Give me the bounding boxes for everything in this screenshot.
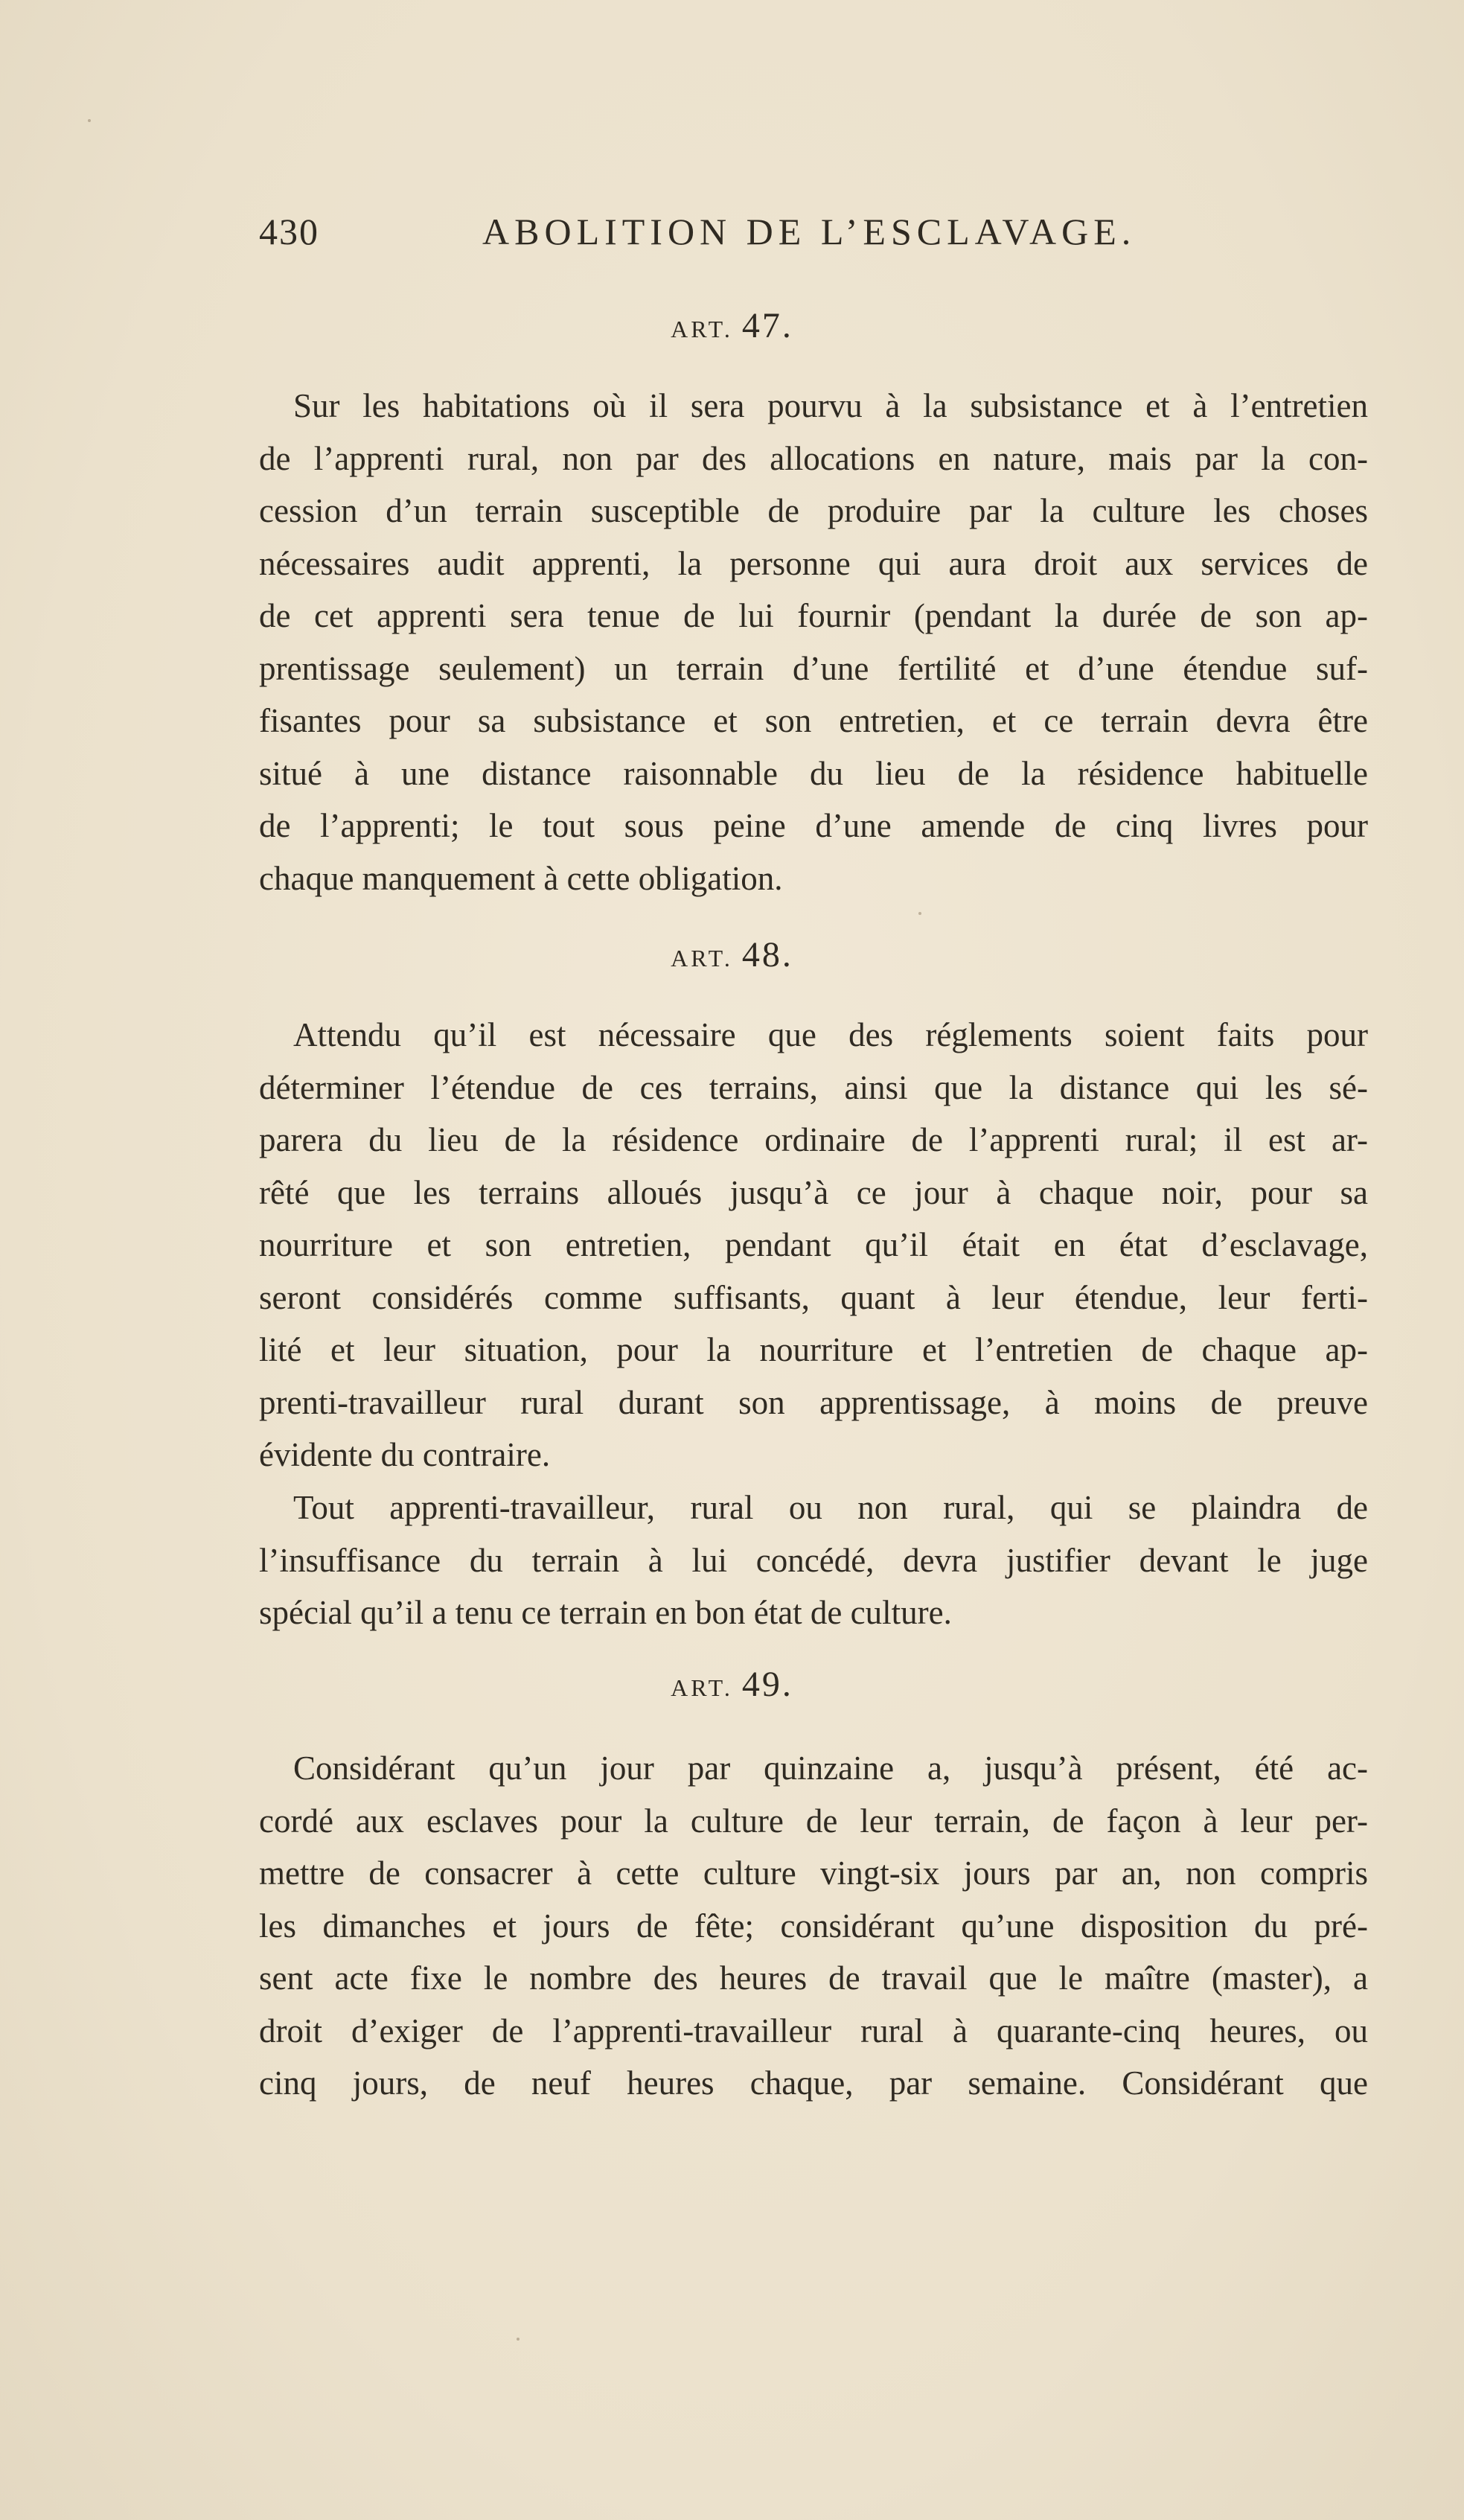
text-line: lité et leur situation, pour la nourriture et l’entretien de chaque ap- xyxy=(259,1331,1368,1368)
text-line: seront considérés comme suffisants, quant à leur étendue, leur ferti- xyxy=(259,1278,1368,1316)
article-number: 48. xyxy=(741,935,793,974)
text-line: prentissage seulement) un terrain d’une fertilité et d’une étendue suf- xyxy=(259,649,1368,687)
paper-speck xyxy=(918,912,921,915)
page-number: 430 xyxy=(259,211,319,252)
article-48-paragraph-1 xyxy=(259,1009,1368,1481)
text-line: l’insuffisance du terrain à lui concédé, devra justifier devant le juge xyxy=(259,1541,1368,1579)
article-number: 49. xyxy=(741,1665,793,1704)
text-line: sent acte fixe le nombre des heures de travail que le maître (master), a xyxy=(259,1959,1368,1997)
text-line: de l’apprenti; le tout sous peine d’une amende de cinq livres pour xyxy=(259,807,1368,844)
article-label: ART. xyxy=(671,316,733,342)
text-line: chaque manquement à cette obligation. xyxy=(259,859,783,897)
text-line: parera du lieu de la résidence ordinaire de l’apprenti rural; il est ar- xyxy=(259,1121,1368,1158)
text-line: Sur les habitations où il sera pourvu à la subsistance et à l’entretien xyxy=(293,387,1368,424)
text-line: cession d’un terrain susceptible de produire par la culture les choses xyxy=(259,492,1368,529)
article-48-heading xyxy=(0,934,1464,979)
text-line: spécial qu’il a tenu ce terrain en bon état de culture. xyxy=(259,1594,952,1631)
article-number: 47. xyxy=(741,306,793,345)
text-line: cinq jours, de neuf heures chaque, par semaine. Considérant que xyxy=(259,2064,1368,2102)
text-line: mettre de consacrer à cette culture vingt-six jours par an, non compris xyxy=(259,1854,1368,1892)
article-47-paragraph-1 xyxy=(259,380,1368,905)
article-47-heading xyxy=(0,305,1464,350)
article-label: ART. xyxy=(671,1674,733,1701)
text-line: évidente du contraire. xyxy=(259,1436,551,1473)
paper-speck xyxy=(517,2338,520,2341)
text-line: Attendu qu’il est nécessaire que des réglements soient faits pour xyxy=(293,1016,1368,1053)
text-line: Tout apprenti-travailleur, rural ou non rural, qui se plaindra de xyxy=(293,1489,1368,1526)
text-line: droit d’exiger de l’apprenti-travailleur rural à quarante-cinq heures, ou xyxy=(259,2012,1368,2050)
text-line: fisantes pour sa subsistance et son entretien, et ce terrain devra être xyxy=(259,702,1368,739)
text-line: de cet apprenti sera tenue de lui fournir (pendant la durée de son ap- xyxy=(259,597,1368,634)
article-49-heading xyxy=(0,1664,1464,1709)
text-line: situé à une distance raisonnable du lieu de la résidence habituelle xyxy=(259,754,1368,792)
text-line: rêté que les terrains alloués jusqu’à ce jour à chaque noir, pour sa xyxy=(259,1173,1368,1211)
text-line: de l’apprenti rural, non par des allocations en nature, mais par la con- xyxy=(259,439,1368,477)
running-head xyxy=(259,210,1167,262)
article-49-paragraph-1 xyxy=(259,1742,1368,2110)
text-line: nécessaires audit apprenti, la personne qui aura droit aux services de xyxy=(259,544,1368,582)
text-line: déterminer l’étendue de ces terrains, ainsi que la distance qui les sé- xyxy=(259,1068,1368,1106)
text-line: cordé aux esclaves pour la culture de leur terrain, de façon à leur per- xyxy=(259,1802,1368,1840)
text-line: prenti-travailleur rural durant son apprentissage, à moins de preuve xyxy=(259,1383,1368,1421)
text-line: les dimanches et jours de fête; considérant qu’une disposition du pré- xyxy=(259,1907,1368,1945)
article-label: ART. xyxy=(671,945,733,972)
running-title: ABOLITION DE L’ESCLAVAGE. xyxy=(482,211,1137,252)
paper-speck xyxy=(88,119,91,122)
text-line: Considérant qu’un jour par quinzaine a, jusqu’à présent, été ac- xyxy=(293,1749,1368,1787)
text-line: nourriture et son entretien, pendant qu’il était en état d’esclavage, xyxy=(259,1226,1368,1263)
article-48-paragraph-2 xyxy=(259,1481,1368,1639)
